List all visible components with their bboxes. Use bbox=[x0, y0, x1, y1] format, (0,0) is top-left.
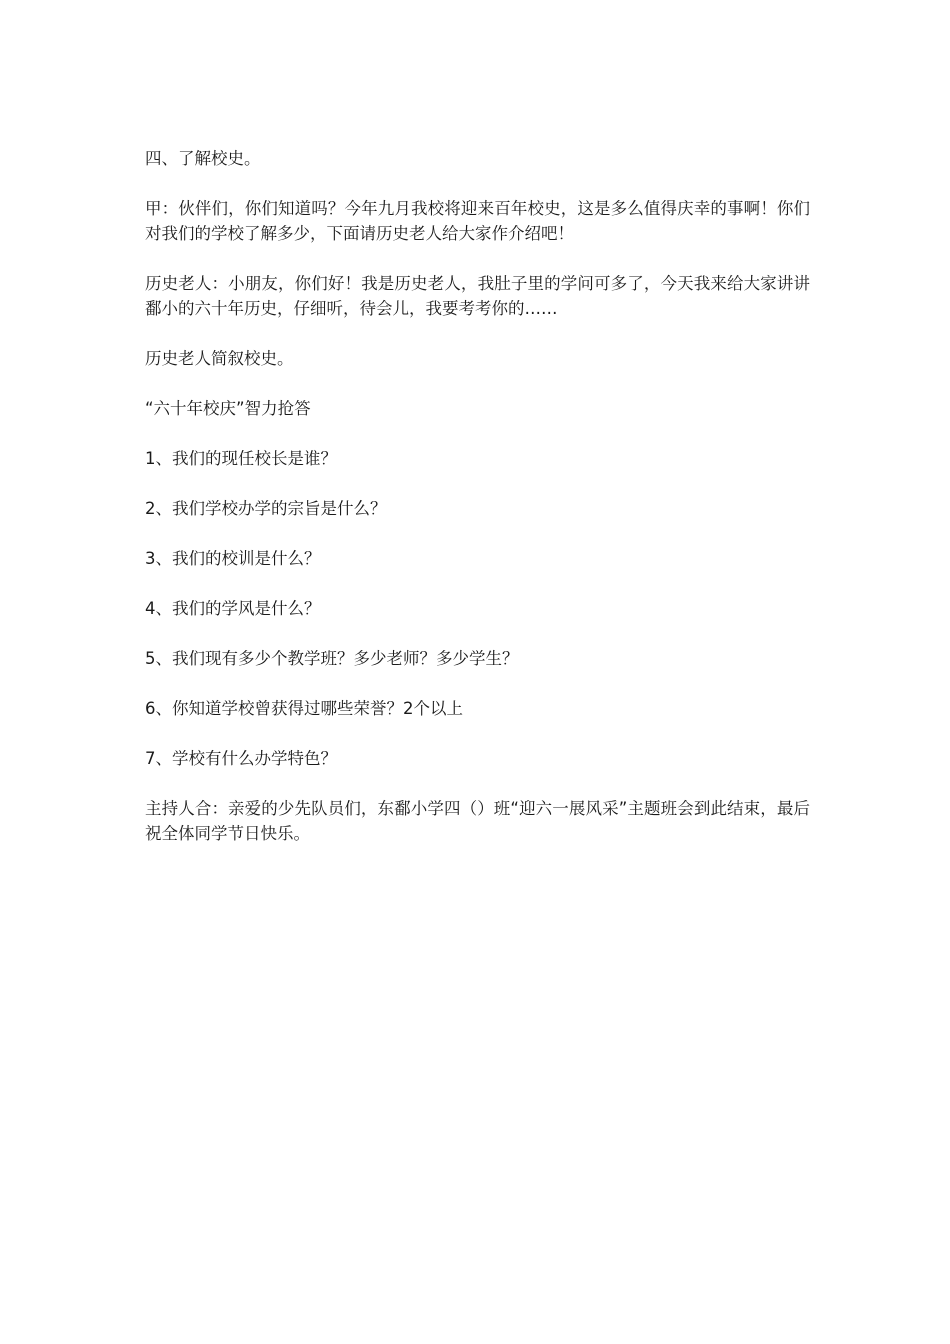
history-elder-action: 历史老人简叙校史。 bbox=[145, 349, 294, 368]
closing-paragraph: 主持人合：亲爱的少先队员们，东鄱小学四（）班“迎六一展风采”主题班会到此结束，最后祝全体同学节日快乐。 bbox=[145, 799, 810, 843]
question-item: 4、我们的学风是什么？ bbox=[145, 599, 321, 618]
question-item: 2、我们学校办学的宗旨是什么？ bbox=[145, 499, 387, 518]
intro-paragraph: 甲：伙伴们，你们知道吗？今年九月我校将迎来百年校史，这是多么值得庆幸的事啊！你们对我们的学校了解多少，下面请历史老人给大家作介绍吧！ bbox=[145, 199, 810, 243]
document-body bbox=[145, 146, 810, 871]
question-item: 6、你知道学校曾获得过哪些荣誉？2个以上 bbox=[145, 699, 463, 718]
question-item: 7、学校有什么办学特色？ bbox=[145, 749, 337, 768]
question-item: 1、我们的现任校长是谁？ bbox=[145, 449, 337, 468]
question-item: 3、我们的校训是什么？ bbox=[145, 549, 321, 568]
quiz-title: “六十年校庆”智力抢答 bbox=[145, 399, 311, 418]
history-elder-speech: 历史老人：小朋友，你们好！我是历史老人，我肚子里的学问可多了，今天我来给大家讲讲鄱小的六十年历史，仔细听，待会儿，我要考考你的…… bbox=[145, 274, 810, 318]
question-list bbox=[145, 446, 810, 771]
section-heading: 四、了解校史。 bbox=[145, 149, 261, 168]
question-item: 5、我们现有多少个教学班？多少老师？多少学生？ bbox=[145, 649, 519, 668]
